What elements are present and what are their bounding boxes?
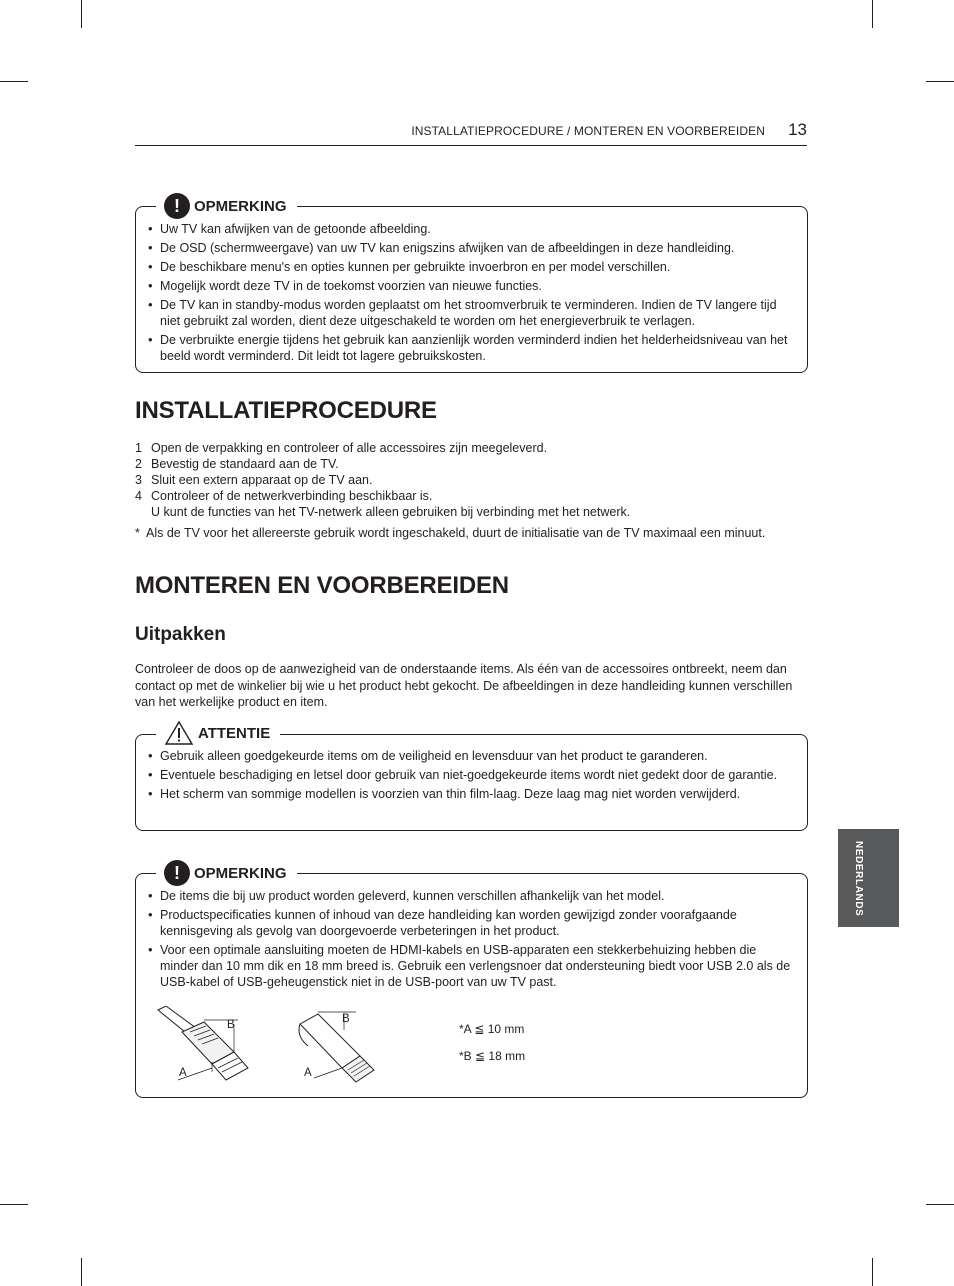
- note-label: OPMERKING: [194, 197, 287, 215]
- crop-mark: [872, 0, 873, 28]
- crop-mark: [926, 1204, 954, 1205]
- footnote: [135, 525, 815, 541]
- exclamation-icon: !: [164, 860, 190, 886]
- dimension-b-spec: *B ≦ 18 mm: [459, 1049, 526, 1063]
- step-text: Controleer of de netwerkverbinding beschikbaar is.: [151, 489, 433, 503]
- footnote-text: Als de TV voor het allereerste gebruik wordt ingeschakeld, duurt de initialisatie van de TV maximaal een minuut.: [146, 526, 766, 540]
- list-item: • Gebruik alleen goedgekeurde items om de veiligheid en levensduur van het product te garanderen.: [148, 748, 791, 764]
- list-item: • De beschikbare menu's en opties kunnen per gebruikte invoerbron en per model verschillen.: [148, 259, 791, 275]
- list-item: • Het scherm van sommige modellen is voorzien van thin film-laag. Deze laag mag niet worden verwijderd.: [148, 786, 791, 802]
- list-item: • De items die bij uw product worden geleverd, kunnen verschillen afhankelijk van het model.: [148, 888, 791, 904]
- list-item: • De verbruikte energie tijdens het gebruik kan aanzienlijk worden verminderd indien het helderheidsniveau van het beeld wordt verminderd. Dit leidt tot lagere gebruikskosten.: [148, 332, 791, 364]
- crop-mark: [0, 1204, 28, 1205]
- list-item: • De TV kan in standby-modus worden geplaatst om het stroomverbruik te verminderen. Indien de TV langere tijd niet gebruikt zal worden, dient deze uitgeschakeld te worden om het energieverbruik te verlagen.: [148, 297, 791, 329]
- installation-steps: [135, 440, 815, 520]
- list-item: • Productspecificaties kunnen of inhoud van deze handleiding kan worden gewijzigd zonder voorafgaande kennisgeving als gevolg van doorgevoerde verbeteringen in het product.: [148, 907, 791, 939]
- step-subtext: U kunt de functies van het TV-netwerk alleen gebruiken bij verbinding met het netwerk.: [151, 505, 631, 519]
- note-box-header: [156, 193, 297, 219]
- step-number: 2: [135, 457, 142, 471]
- hdmi-connector-illustration: [156, 1006, 266, 1088]
- step-number: 4: [135, 489, 142, 503]
- dimension-label-a: A: [179, 1067, 187, 1079]
- note-box-header: [156, 860, 297, 886]
- caution-box-header: [156, 720, 280, 746]
- step-item: [135, 472, 815, 488]
- step-number: 3: [135, 473, 142, 487]
- section-title-installation: INSTALLATIEPROCEDURE: [135, 397, 437, 424]
- step-item: [135, 440, 815, 456]
- caution-list: [148, 748, 791, 805]
- language-tab: [838, 829, 899, 927]
- dimension-label-b: B: [342, 1013, 350, 1025]
- note-box: [135, 862, 808, 1098]
- footnote-marker: *: [135, 526, 140, 540]
- list-item: • Uw TV kan afwijken van de getoonde afbeelding.: [148, 221, 791, 237]
- section-title-mounting: MONTEREN EN VOORBEREIDEN: [135, 572, 509, 599]
- page-header: [135, 122, 807, 146]
- crop-mark: [0, 81, 28, 82]
- dimension-label-a: A: [304, 1067, 312, 1079]
- crop-mark: [872, 1258, 873, 1286]
- step-text: Open de verpakking en controleer of alle accessoires zijn meegeleverd.: [151, 441, 548, 455]
- step-number: 1: [135, 441, 142, 455]
- page-number: 13: [788, 120, 807, 139]
- list-item: • De OSD (schermweergave) van uw TV kan enigszins afwijken van de afbeeldingen in deze handleiding.: [148, 240, 791, 256]
- dimension-label-b: B: [227, 1019, 235, 1031]
- note-list: [148, 221, 791, 367]
- subsection-title: Uitpakken: [135, 624, 226, 645]
- intro-paragraph: Controleer de doos op de aanwezigheid van de onderstaande items. Als één van de accessoires ontbreekt, neem dan contact op met de winkelier bij wie u het product hebt gekocht. De afbeeldingen in deze handleiding kunnen verschillen van het werkelijke product en item.: [135, 662, 793, 709]
- crop-mark: [81, 1258, 82, 1286]
- list-item: • Eventuele beschadiging en letsel door gebruik van niet-goedgekeurde items wordt niet gedekt door de garantie.: [148, 767, 791, 783]
- list-item: • Voor een optimale aansluiting moeten de HDMI-kabels en USB-apparaten een stekkerbehuizing hebben die minder dan 10 mm dik en 18 mm breed is. Gebruik een verlengsnoer dat ondersteuning biedt voor USB 2.0 als de USB-kabel of USB-geheugenstick niet in de USB-poort van uw TV past.: [148, 942, 791, 990]
- note-box: [135, 195, 808, 373]
- caution-box: [135, 724, 808, 831]
- caution-label: ATTENTIE: [198, 724, 271, 742]
- dimension-a-spec: *A ≦ 10 mm: [459, 1022, 525, 1036]
- step-text: Bevestig de standaard aan de TV.: [151, 457, 339, 471]
- language-tab-label: NEDERLANDS: [853, 841, 864, 917]
- crop-mark: [81, 0, 82, 28]
- crop-mark: [926, 81, 954, 82]
- exclamation-icon: !: [164, 193, 190, 219]
- step-text: Sluit een extern apparaat op de TV aan.: [151, 473, 373, 487]
- step-item: [135, 456, 815, 472]
- note-label: OPMERKING: [194, 864, 287, 882]
- step-item: [135, 488, 815, 504]
- list-item: • Mogelijk wordt deze TV in de toekomst voorzien van nieuwe functies.: [148, 278, 791, 294]
- header-title: INSTALLATIEPROCEDURE / MONTEREN EN VOORBEREIDEN: [411, 124, 765, 138]
- note-list: [148, 888, 791, 993]
- warning-triangle-icon: [164, 720, 194, 746]
